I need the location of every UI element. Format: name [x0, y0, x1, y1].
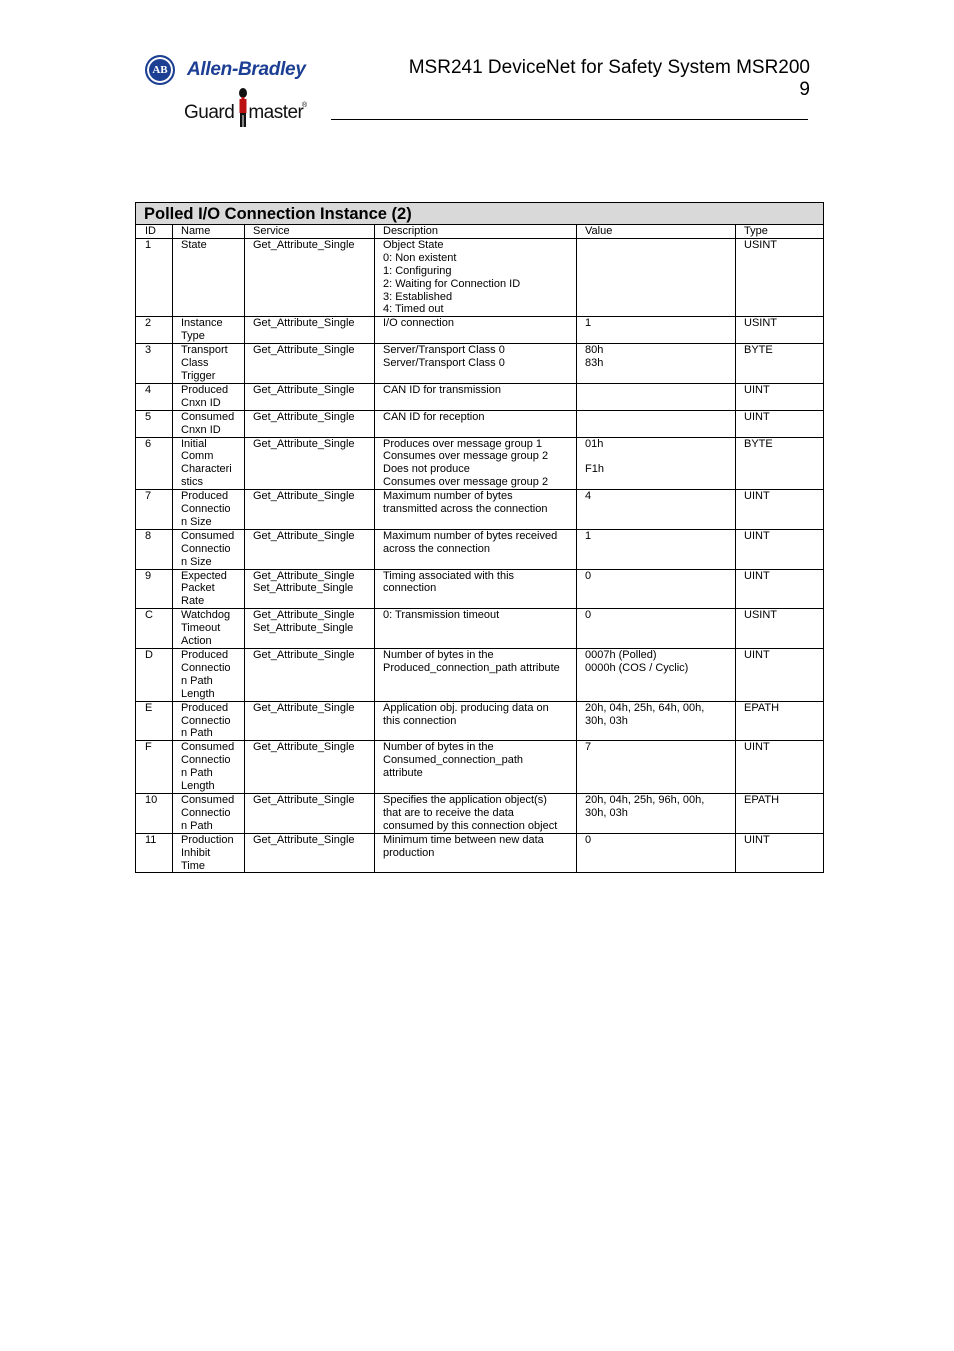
page-number: 9	[799, 79, 810, 100]
cell-type: EPATH	[736, 701, 824, 741]
cell-id: C	[136, 609, 173, 649]
cell-value	[577, 238, 736, 316]
cell-service: Get_Attribute_Single	[245, 741, 375, 794]
guardsman-icon	[236, 88, 250, 128]
cell-type: UINT	[736, 741, 824, 794]
column-header-id: ID	[136, 225, 173, 239]
table-row	[136, 609, 824, 649]
guardmaster-right: master	[248, 102, 304, 123]
cell-value: 20h, 04h, 25h, 96h, 00h, 30h, 03h	[577, 793, 736, 833]
cell-value: 0	[577, 609, 736, 649]
cell-name: Watchdog Timeout Action	[173, 609, 245, 649]
cell-name: Produced Cnxn ID	[173, 383, 245, 410]
header-divider	[331, 119, 808, 120]
table-caption: Polled I/O Connection Instance (2)	[136, 203, 824, 225]
cell-service: Get_Attribute_Single	[245, 383, 375, 410]
column-header-name: Name	[173, 225, 245, 239]
table-row	[136, 238, 824, 316]
cell-name: State	[173, 238, 245, 316]
cell-value	[577, 410, 736, 437]
cell-description: Number of bytes in the Consumed_connection_path attribute	[375, 741, 577, 794]
column-header-value: Value	[577, 225, 736, 239]
column-header-type: Type	[736, 225, 824, 239]
cell-value: 01h F1h	[577, 437, 736, 490]
brand-name: Allen-Bradley	[187, 59, 306, 80]
table-row	[136, 383, 824, 410]
table-row	[136, 569, 824, 609]
cell-id: 3	[136, 344, 173, 384]
table-row	[136, 649, 824, 702]
attribute-table	[135, 202, 824, 873]
cell-service: Get_Attribute_Single	[245, 490, 375, 530]
table-row	[136, 701, 824, 741]
cell-id: 9	[136, 569, 173, 609]
cell-service: Get_Attribute_Single	[245, 529, 375, 569]
cell-value: 80h 83h	[577, 344, 736, 384]
table-row	[136, 741, 824, 794]
cell-value: 0	[577, 833, 736, 873]
cell-id: 5	[136, 410, 173, 437]
cell-service: Get_Attribute_Single	[245, 833, 375, 873]
cell-description: Produces over message group 1 Consumes over message group 2 Does not produce Consumes over message group 2	[375, 437, 577, 490]
column-header-service: Service	[245, 225, 375, 239]
cell-id: 4	[136, 383, 173, 410]
column-header-row	[136, 225, 824, 239]
cell-description: CAN ID for transmission	[375, 383, 577, 410]
document-title: MSR241 DeviceNet for Safety System MSR200	[408, 57, 810, 78]
cell-type: USINT	[736, 238, 824, 316]
cell-service: Get_Attribute_Single Set_Attribute_Single	[245, 569, 375, 609]
cell-value: 4	[577, 490, 736, 530]
cell-value: 7	[577, 741, 736, 794]
cell-value: 20h, 04h, 25h, 64h, 00h, 30h, 03h	[577, 701, 736, 741]
cell-description: Maximum number of bytes transmitted across the connection	[375, 490, 577, 530]
cell-type: BYTE	[736, 344, 824, 384]
cell-description: 0: Transmission timeout	[375, 609, 577, 649]
cell-name: Produced Connectio n Path	[173, 701, 245, 741]
cell-type: USINT	[736, 317, 824, 344]
cell-value: 0	[577, 569, 736, 609]
cell-value	[577, 383, 736, 410]
cell-type: UINT	[736, 833, 824, 873]
cell-description: Application obj. producing data on this connection	[375, 701, 577, 741]
guardmaster-left: Guard	[184, 102, 235, 123]
cell-name: Produced Connectio n Path Length	[173, 649, 245, 702]
cell-description: Server/Transport Class 0 Server/Transport Class 0	[375, 344, 577, 384]
table-row	[136, 410, 824, 437]
registered-mark: ®	[302, 102, 308, 109]
cell-type: UINT	[736, 410, 824, 437]
cell-description: Maximum number of bytes received across the connection	[375, 529, 577, 569]
cell-id: F	[136, 741, 173, 794]
cell-name: Initial Comm Characteri stics	[173, 437, 245, 490]
cell-description: Specifies the application object(s) that are to receive the data consumed by this connection object	[375, 793, 577, 833]
cell-id: 10	[136, 793, 173, 833]
cell-service: Get_Attribute_Single	[245, 317, 375, 344]
cell-id: D	[136, 649, 173, 702]
cell-name: Consumed Connectio n Path	[173, 793, 245, 833]
cell-type: UINT	[736, 569, 824, 609]
cell-type: BYTE	[736, 437, 824, 490]
cell-name: Consumed Connectio n Path Length	[173, 741, 245, 794]
column-header-description: Description	[375, 225, 577, 239]
table-row	[136, 529, 824, 569]
cell-service: Get_Attribute_Single	[245, 410, 375, 437]
cell-description: Number of bytes in the Produced_connection_path attribute	[375, 649, 577, 702]
cell-value: 1	[577, 317, 736, 344]
cell-id: 6	[136, 437, 173, 490]
cell-id: E	[136, 701, 173, 741]
cell-name: Production Inhibit Time	[173, 833, 245, 873]
cell-type: UINT	[736, 529, 824, 569]
cell-description: CAN ID for reception	[375, 410, 577, 437]
cell-value: 1	[577, 529, 736, 569]
cell-description: Timing associated with this connection	[375, 569, 577, 609]
table-row	[136, 793, 824, 833]
cell-name: Expected Packet Rate	[173, 569, 245, 609]
cell-value: 0007h (Polled) 0000h (COS / Cyclic)	[577, 649, 736, 702]
table-row	[136, 317, 824, 344]
cell-id: 1	[136, 238, 173, 316]
cell-type: EPATH	[736, 793, 824, 833]
table-row	[136, 344, 824, 384]
cell-name: Transport Class Trigger	[173, 344, 245, 384]
allen-bradley-logo	[145, 55, 306, 85]
cell-type: UINT	[736, 649, 824, 702]
cell-name: Produced Connectio n Size	[173, 490, 245, 530]
cell-type: UINT	[736, 383, 824, 410]
guardmaster-logo	[184, 88, 314, 128]
cell-service: Get_Attribute_Single	[245, 437, 375, 490]
cell-service: Get_Attribute_Single	[245, 701, 375, 741]
cell-service: Get_Attribute_Single	[245, 238, 375, 316]
cell-type: UINT	[736, 490, 824, 530]
cell-name: Instance Type	[173, 317, 245, 344]
cell-service: Get_Attribute_Single	[245, 344, 375, 384]
cell-description: Object State 0: Non existent 1: Configuring 2: Waiting for Connection ID 3: Established 4: Timed out	[375, 238, 577, 316]
cell-id: 8	[136, 529, 173, 569]
cell-name: Consumed Connectio n Size	[173, 529, 245, 569]
cell-id: 7	[136, 490, 173, 530]
cell-id: 11	[136, 833, 173, 873]
cell-description: I/O connection	[375, 317, 577, 344]
cell-service: Get_Attribute_Single Set_Attribute_Single	[245, 609, 375, 649]
table-row	[136, 490, 824, 530]
cell-service: Get_Attribute_Single	[245, 649, 375, 702]
cell-description: Minimum time between new data production	[375, 833, 577, 873]
table-row	[136, 437, 824, 490]
cell-service: Get_Attribute_Single	[245, 793, 375, 833]
ab-badge-icon: AB	[145, 55, 175, 85]
table-row	[136, 833, 824, 873]
cell-id: 2	[136, 317, 173, 344]
document-header	[409, 57, 810, 101]
cell-name: Consumed Cnxn ID	[173, 410, 245, 437]
cell-type: USINT	[736, 609, 824, 649]
